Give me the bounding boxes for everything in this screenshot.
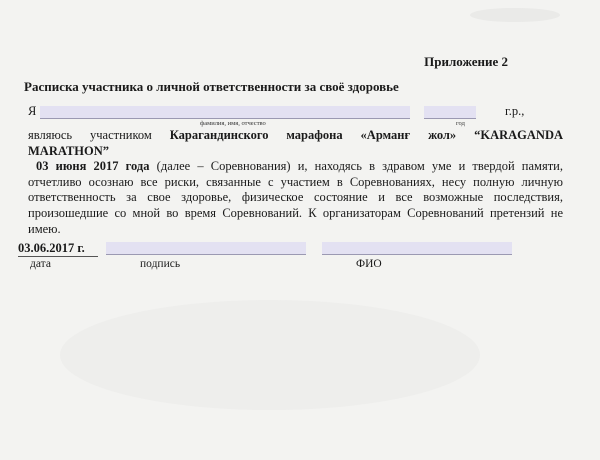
event-date: 03 июня 2017 года — [36, 159, 150, 174]
scan-artifact — [470, 8, 560, 22]
signature-field-redacted — [106, 242, 306, 255]
statement-paragraph — [28, 128, 563, 237]
fio-label: ФИО — [356, 258, 382, 270]
name-field-redacted — [40, 106, 410, 119]
appendix-label: Приложение 2 — [424, 54, 508, 69]
paragraph-line: отчетливо осознаю все риски, связанные с участием в Соревнованиях, несу полную личную — [28, 174, 563, 189]
event-name-en: “KARAGANDA — [474, 128, 564, 142]
paragraph-line: ответственность за свое здоровье, физическое состояние и все возможные последствия, — [28, 190, 563, 205]
scan-artifact — [60, 300, 480, 410]
document-title: Расписка участника о личной ответственности за своё здоровье — [24, 79, 399, 94]
date-line — [18, 256, 98, 257]
event-name-ru: Карагандинского марафона «Арманғ жол» — [169, 128, 457, 142]
signature-date-value: 03.06.2017 г. — [18, 241, 85, 255]
fio-field-redacted — [322, 242, 512, 255]
pronoun-ya: Я — [28, 104, 37, 118]
year-field-redacted — [424, 106, 476, 119]
date-label: дата — [30, 258, 51, 270]
name-field-caption: фамилия, имя, отчество — [200, 120, 266, 127]
paragraph-line: произошедшие со мной во время Соревнований. К организаторам Соревнований претензий не — [28, 205, 563, 220]
paragraph-line: 03 июня 2017 года (далее – Соревнования) и, находясь в здравом уме и твердой памяти, — [36, 159, 563, 174]
signature-label: подпись — [140, 258, 181, 270]
paragraph-line — [28, 144, 563, 160]
year-field-caption: год — [456, 120, 465, 127]
event-name-en-cont: MARATHON” — [28, 143, 110, 158]
birth-year-suffix: г.р., — [505, 104, 525, 118]
paragraph-line: имею. — [28, 221, 61, 236]
paragraph-line: являюсь участником Карагандинского марафона «Арманғ жол» “KARAGANDA — [28, 128, 564, 142]
